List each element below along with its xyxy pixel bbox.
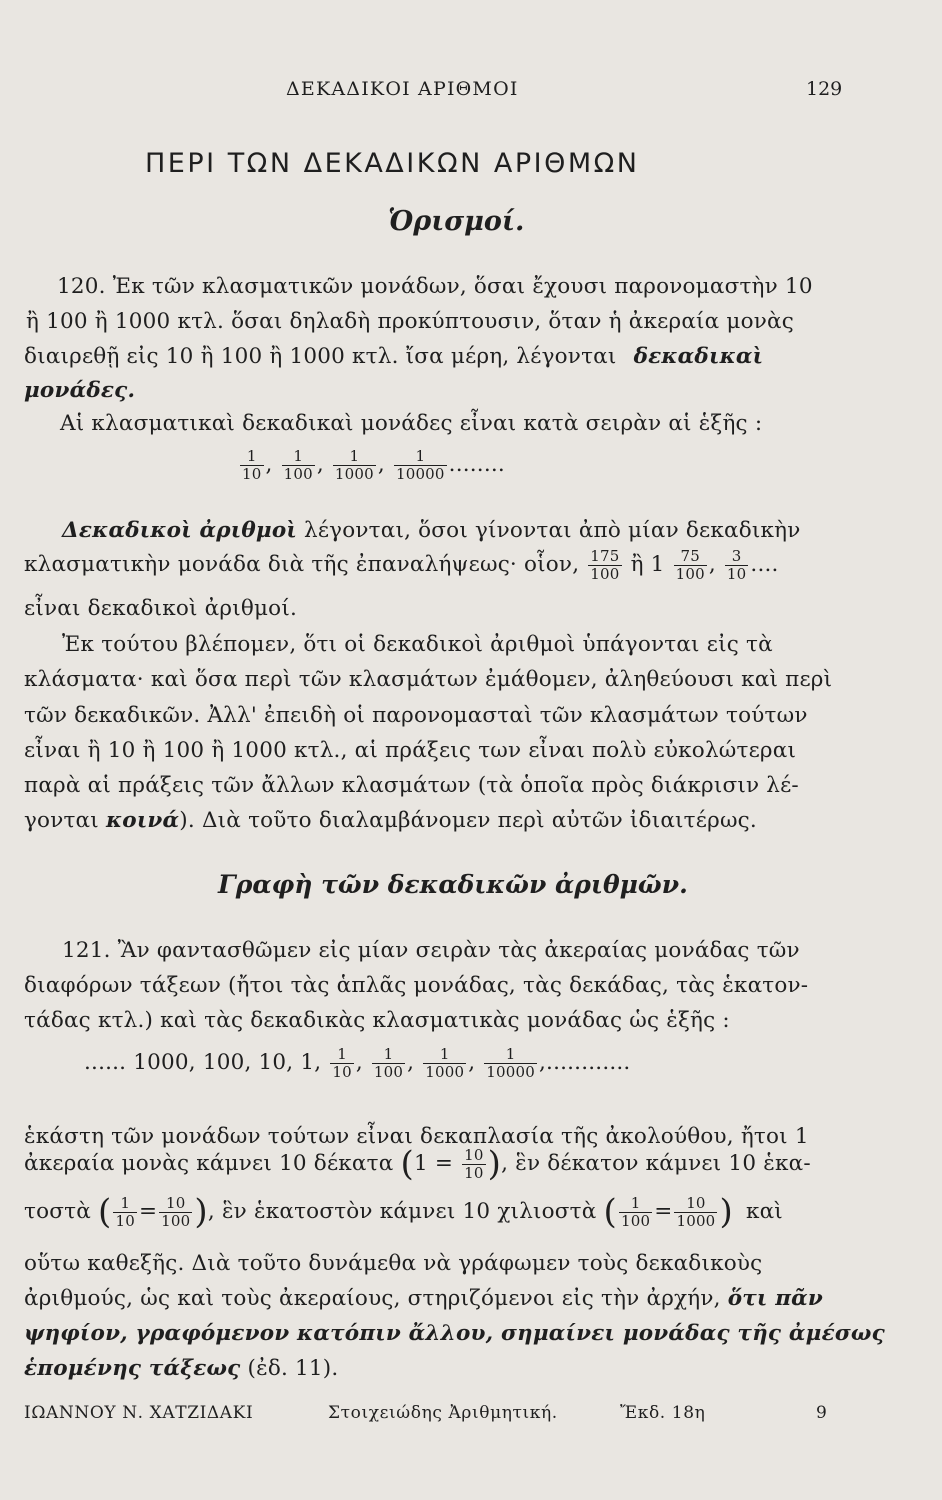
term-units: μονάδες.	[24, 378, 136, 403]
para-121-line-5	[24, 1144, 811, 1184]
units-intro: Αἱ κλασματικαὶ δεκαδικαὶ μονάδες εἶναι κατὰ σειρὰν αἱ ἑξῆς :	[60, 411, 763, 436]
footer-edition: Ἔκδ. 18η	[620, 1403, 706, 1423]
series-fraction-1-100: $\frac{1}{100}$	[373, 1045, 404, 1081]
fraction-1-10-b: $\frac{1}{10}$	[115, 1194, 135, 1230]
para-fromthis-line-4: εἶναι ἢ 10 ἢ 100 ἢ 1000 κτλ., αἱ πράξεις των εἶναι πολὺ εὐκολώτεραι	[24, 738, 797, 763]
section-reference: (ἐδ. 11).	[247, 1356, 339, 1381]
fraction-10-10: $\frac{10}{10}$	[464, 1146, 484, 1182]
footer-book-title: Στοιχειώδης Ἀριθμητική.	[328, 1403, 558, 1423]
fraction-1-100-b: $\frac{1}{100}$	[621, 1194, 651, 1230]
principle-start: ὅτι πᾶν	[727, 1286, 823, 1311]
footer-signature: 9	[816, 1403, 828, 1423]
series-lead: ...... 1000, 100, 10, 1,	[84, 1050, 322, 1075]
principle-end: ἑπομένης τάξεως	[24, 1356, 241, 1381]
para-121-line-10	[24, 1358, 338, 1380]
para-fromthis-line-2: κλάσματα· καὶ ὅσα περὶ τῶν κλασμάτων ἐμάθομεν, ἀληθεύουσι καὶ περὶ	[24, 667, 833, 692]
para-121-line-6-end: καὶ	[745, 1199, 783, 1224]
fraction-10-1000: $\frac{10}{1000}$	[676, 1194, 716, 1230]
para-fromthis-line-3: τῶν δεκαδικῶν. Ἀλλ' ἐπειδὴ οἱ παρονομασταὶ τῶν κλασμάτων τούτων	[24, 703, 808, 728]
decimal-def-line-2: κλασματικὴν μονάδα διὰ τῆς ἐπαναλήψεως· οἷον, $\frac{175}{100}$ ἢ 1 $\frac{75}{100}$ , $\frac{3}{10}$ ....	[24, 547, 779, 583]
decimal-def-line-3: εἶναι δεκαδικοὶ ἀριθμοί.	[24, 596, 297, 621]
para-121-line-2: διαφόρων τάξεων (ἤτοι τὰς ἁπλᾶς μονάδας, τὰς δεκάδας, τὰς ἑκατον-	[24, 973, 809, 998]
equals-sign-1: =	[138, 1199, 158, 1224]
para-120-line-3	[24, 346, 763, 368]
fraction-1-10: $\frac{1}{10}$	[242, 447, 262, 483]
units-ellipsis: ........	[448, 452, 505, 477]
para-121-line-8	[24, 1288, 823, 1310]
para-121-line-1: 121. Ἂν φαντασθῶμεν εἰς μίαν σειρὰν τὰς ἀκεραίας μονάδας τῶν	[62, 938, 800, 963]
para-fromthis-line-1: Ἐκ τούτου βλέπομεν, ὅτι οἱ δεκαδικοὶ ἀριθμοὶ ὑπάγονται εἰς τὰ	[62, 632, 773, 657]
para-fromthis-line-5: παρὰ αἱ πράξεις τῶν ἄλλων κλασμάτων (τὰ ὁποῖα πρὸς διάκρισιν λέ-	[24, 773, 799, 798]
decimal-def-line-2-text: κλασματικὴν μονάδα διὰ τῆς ἐπαναλήψεως· οἷον,	[24, 552, 580, 577]
equation-lhs: 1 =	[413, 1151, 454, 1176]
para-120-line-3-text: διαιρεθῇ εἰς 10 ἢ 100 ἢ 1000 κτλ. ἴσα μέρη, λέγονται	[24, 344, 617, 369]
running-header-title: ΔΕΚΑΔΙΚΟΙ ΑΡΙΘΜΟΙ	[286, 78, 519, 100]
left-paren-3: (	[603, 1192, 617, 1232]
para-fromthis-line-6-start: γονται	[24, 808, 99, 833]
example-75-100: $\frac{75}{100}$	[675, 547, 705, 583]
para-121-line-3: τάδας κτλ.) καὶ τὰς δεκαδικὰς κλασματικὰς μονάδας ὡς ἑξῆς :	[24, 1008, 730, 1033]
para-121-line-6	[24, 1192, 783, 1232]
right-paren-2: )	[194, 1192, 208, 1232]
fraction-1-10000: $\frac{1}{10000}$	[395, 447, 445, 483]
term-decimal-numbers: Δεκαδικοὶ ἀριθμοὶ	[62, 518, 297, 543]
left-paren-2: (	[97, 1192, 112, 1232]
para-121-line-4: ἑκάστη τῶν μονάδων τούτων εἶναι δεκαπλασία τῆς ἀκολούθου, ἤτοι 1	[24, 1124, 809, 1149]
decimal-def-line-1-text: λέγονται, ὅσοι γίνονται ἀπὸ μίαν δεκαδικὴν	[304, 518, 801, 543]
para-121-line-8-text: ἀριθμούς, ὡς καὶ τοὺς ἀκεραίους, στηριζόμενοι εἰς τὴν ἀρχήν,	[24, 1286, 721, 1311]
para-120-line-1: 120. Ἐκ τῶν κλασματικῶν μονάδων, ὅσαι ἔχουσι παρονομαστὴν 10	[57, 274, 813, 299]
term-common: κοινά	[105, 808, 180, 833]
fraction-10-100: $\frac{10}{100}$	[161, 1194, 191, 1230]
para-121-line-7: οὕτω καθεξῆς. Διὰ τοῦτο δυνάμεθα νὰ γράφωμεν τοὺς δεκαδικοὺς	[24, 1251, 763, 1276]
example-ellipsis: ....	[750, 552, 779, 577]
section-title-definitions: Ὁρισμοί.	[388, 206, 525, 237]
chapter-title: ΠΕΡΙ ΤΩΝ ΔΕΚΑΔΙΚΩΝ ΑΡΙΘΜΩΝ	[145, 148, 640, 179]
para-fromthis-line-6	[24, 810, 757, 832]
para-121-line-5-start: ἀκεραία μονὰς κάμνει 10 δέκατα	[24, 1151, 394, 1176]
left-paren: (	[400, 1144, 414, 1184]
example-175-100: $\frac{175}{100}$	[590, 547, 620, 583]
fraction-1-100: $\frac{1}{100}$	[283, 447, 313, 483]
term-decimal: δεκαδικαὶ	[633, 344, 764, 369]
para-fromthis-line-6-end: ). Διὰ τοῦτο διαλαμβάνομεν περὶ αὐτῶν ἰδιαιτέρως.	[179, 808, 757, 833]
footer-author: ΙΩΑΝΝΟΥ Ν. ΧΑΤΖΙΔΑΚΙ	[24, 1403, 254, 1423]
series-fraction-1-10000: $\frac{1}{10000}$	[486, 1045, 535, 1081]
para-121-line-5-end: , ἓν δέκατον κάμνει 10 ἑκα-	[501, 1151, 811, 1176]
decimal-def-line-1	[62, 520, 800, 542]
para-120-line-2: ἢ 100 ἢ 1000 κτλ. ὅσαι δηλαδὴ προκύπτουσιν, ὅταν ἡ ἀκεραία μονὰς	[26, 309, 794, 334]
right-paren: )	[487, 1144, 502, 1184]
units-fraction-row: $\frac{1}{10}$ , $\frac{1}{100}$ , $\frac{1}{1000}$ , $\frac{1}{10000}$ ........	[242, 447, 505, 483]
equals-sign-2: =	[654, 1199, 673, 1224]
example-or-one: ἢ 1	[630, 552, 665, 577]
example-3-10: $\frac{3}{10}$	[726, 547, 747, 583]
series-ellipsis: ............	[546, 1050, 631, 1075]
series-fraction-1-1000: $\frac{1}{1000}$	[425, 1045, 465, 1081]
para-121-line-6-mid: , ἓν ἑκατοστὸν κάμνει 10 χιλιοστὰ	[207, 1199, 597, 1224]
principle-middle: ψηφίον, γραφόμενον κατόπιν ἄλλου, σημαίνει μονάδας τῆς ἀμέσως	[24, 1321, 885, 1346]
page-number: 129	[806, 78, 843, 100]
series-fraction-1-10: $\frac{1}{10}$	[332, 1045, 352, 1081]
fraction-1-1000: $\frac{1}{1000}$	[334, 447, 374, 483]
right-paren-3: )	[719, 1192, 733, 1232]
para-121-line-6-start: τοστὰ	[24, 1199, 91, 1224]
series-row: ...... 1000, 100, 10, 1, $\frac{1}{10}$ , $\frac{1}{100}$ , $\frac{1}{1000}$ , $\frac{1}{10000}$ ,............	[84, 1045, 631, 1081]
section-title-writing-decimals: Γραφὴ τῶν δεκαδικῶν ἀριθμῶν.	[218, 870, 688, 899]
